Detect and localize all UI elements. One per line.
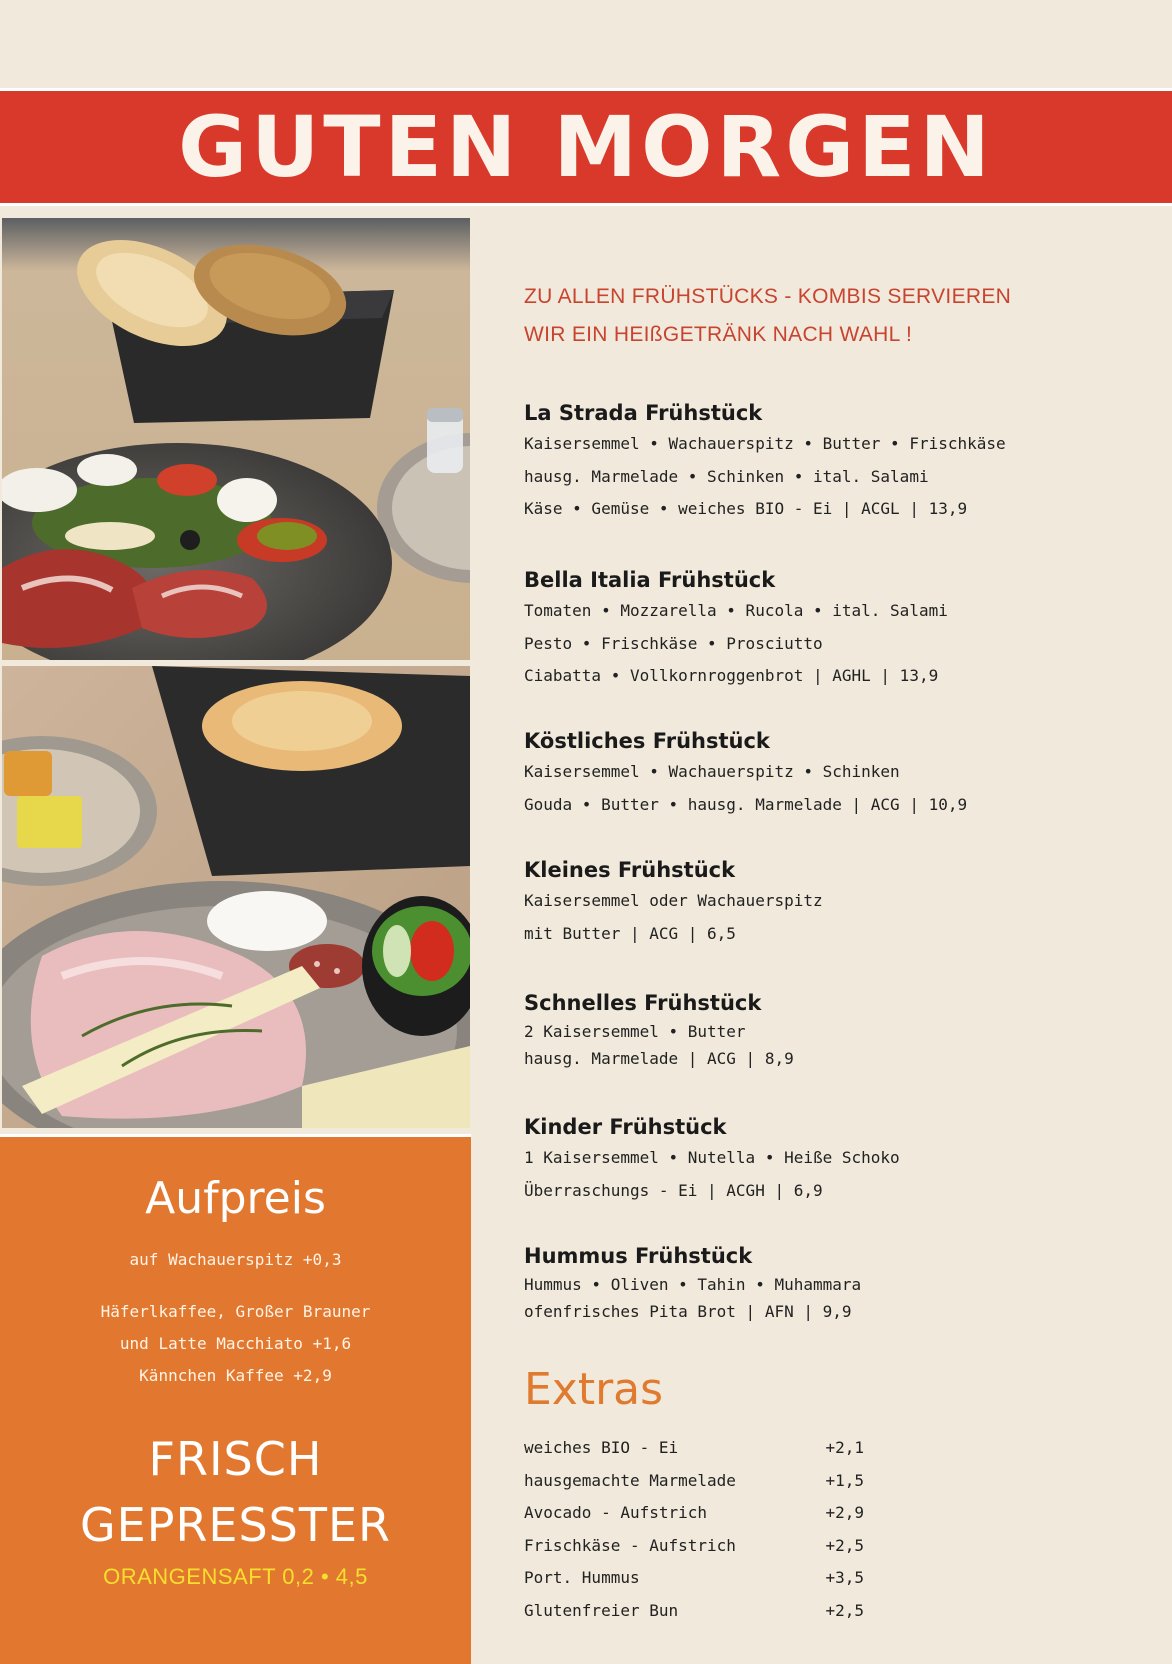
extras-price: +3,5 bbox=[825, 1568, 864, 1587]
header-banner bbox=[0, 88, 1172, 206]
aufpreis-line: und Latte Macchiato +1,6 bbox=[119, 1334, 352, 1353]
menu-item-desc: Ciabatta • Vollkornroggenbrot | AGHL | 13,9 bbox=[524, 666, 939, 685]
menu-item-desc: Pesto • Frischkäse • Prosciutto bbox=[524, 633, 823, 653]
menu-item-desc: Überraschungs - Ei | ACGH | 6,9 bbox=[524, 1180, 823, 1200]
extras-label: Frischkäse - Aufstrich bbox=[524, 1535, 736, 1555]
extras-label: Port. Hummus bbox=[524, 1568, 640, 1587]
extras-price: +2,5 bbox=[825, 1535, 864, 1555]
intro-note bbox=[524, 278, 1011, 354]
menu-item-name: Bella Italia Frühstück bbox=[524, 568, 776, 592]
juice-price: ORANGENSAFT 0,2 • 4,5 bbox=[103, 1564, 368, 1589]
menu-item bbox=[524, 1241, 861, 1325]
menu-item bbox=[524, 855, 823, 950]
extras-row bbox=[524, 1530, 864, 1563]
menu-item-desc: mit Butter | ACG | 6,5 bbox=[524, 923, 736, 943]
menu-item-desc: Gouda • Butter • hausg. Marmelade | ACG | 10,9 bbox=[524, 794, 968, 814]
extras-row bbox=[524, 1562, 864, 1595]
aufpreis-line: Kännchen Kaffee +2,9 bbox=[139, 1366, 332, 1385]
menu-item bbox=[524, 726, 967, 821]
extras-label: Glutenfreier Bun bbox=[524, 1600, 679, 1620]
menu-item-name: La Strada Frühstück bbox=[524, 401, 763, 425]
extras-label: hausgemachte Marmelade bbox=[524, 1470, 736, 1490]
menu-item-name: Köstliches Frühstück bbox=[524, 729, 770, 753]
menu-item bbox=[524, 988, 794, 1072]
menu-item-desc: ofenfrisches Pita Brot | AFN | 9,9 bbox=[524, 1302, 852, 1321]
menu-item-name: Hummus Frühstück bbox=[524, 1244, 753, 1268]
juice-heading-line: GEPRESSTER bbox=[80, 1498, 391, 1552]
menu-item-desc: Käse • Gemüse • weiches BIO - Ei | ACGL | 13,9 bbox=[524, 499, 968, 518]
aufpreis-line: auf Wachauerspitz +0,3 bbox=[129, 1250, 342, 1269]
page-title: GUTEN MORGEN bbox=[178, 98, 994, 196]
menu-item bbox=[524, 1112, 900, 1207]
aufpreis-panel bbox=[0, 1134, 471, 1664]
extras-row bbox=[524, 1432, 864, 1465]
aufpreis-line: Häferlkaffee, Großer Brauner bbox=[100, 1302, 371, 1321]
extras-price: +2,5 bbox=[825, 1600, 864, 1620]
extras-row bbox=[524, 1465, 864, 1498]
extras-label: Avocado - Aufstrich bbox=[524, 1503, 708, 1522]
menu-item-desc: Tomaten • Mozzarella • Rucola • ital. Salami bbox=[524, 601, 948, 620]
extras-price: +2,1 bbox=[825, 1438, 864, 1457]
breakfast-photo-antipasti bbox=[2, 218, 470, 660]
menu-item-desc: Kaisersemmel • Wachauerspitz • Schinken bbox=[524, 762, 900, 781]
menu-item-desc: 2 Kaisersemmel • Butter bbox=[524, 1022, 746, 1041]
menu-item-desc: Kaisersemmel oder Wachauerspitz bbox=[524, 891, 823, 910]
breakfast-photo-ham-cheese bbox=[2, 666, 470, 1128]
aufpreis-heading: Aufpreis bbox=[145, 1173, 326, 1224]
menu-item-desc: Hummus • Oliven • Tahin • Muhammara bbox=[524, 1275, 862, 1294]
menu-item-desc: 1 Kaisersemmel • Nutella • Heiße Schoko bbox=[524, 1148, 900, 1167]
extras-price: +1,5 bbox=[825, 1470, 864, 1490]
menu-item-desc: Kaisersemmel • Wachauerspitz • Butter • Frischkäse bbox=[524, 434, 1006, 453]
menu-item bbox=[524, 398, 1006, 526]
extras-row bbox=[524, 1595, 864, 1628]
menu-item bbox=[524, 565, 948, 693]
extras-heading: Extras bbox=[524, 1364, 664, 1415]
menu-item-desc: hausg. Marmelade | ACG | 8,9 bbox=[524, 1049, 794, 1068]
intro-line: ZU ALLEN FRÜHSTÜCKS - KOMBIS SERVIEREN bbox=[524, 285, 1012, 308]
extras-price: +2,9 bbox=[825, 1503, 864, 1522]
juice-heading-line: FRISCH bbox=[148, 1432, 323, 1486]
menu-item-name: Schnelles Frühstück bbox=[524, 991, 762, 1015]
extras-label: weiches BIO - Ei bbox=[524, 1438, 679, 1457]
juice-heading bbox=[0, 1426, 471, 1558]
extras-list bbox=[524, 1432, 864, 1627]
menu-item-name: Kinder Frühstück bbox=[524, 1115, 727, 1139]
extras-row bbox=[524, 1497, 864, 1530]
intro-line: WIR EIN HEIßGETRÄNK NACH WAHL ! bbox=[524, 323, 913, 346]
menu-item-name: Kleines Frühstück bbox=[524, 858, 736, 882]
menu-item-desc: hausg. Marmelade • Schinken • ital. Salami bbox=[524, 466, 929, 486]
